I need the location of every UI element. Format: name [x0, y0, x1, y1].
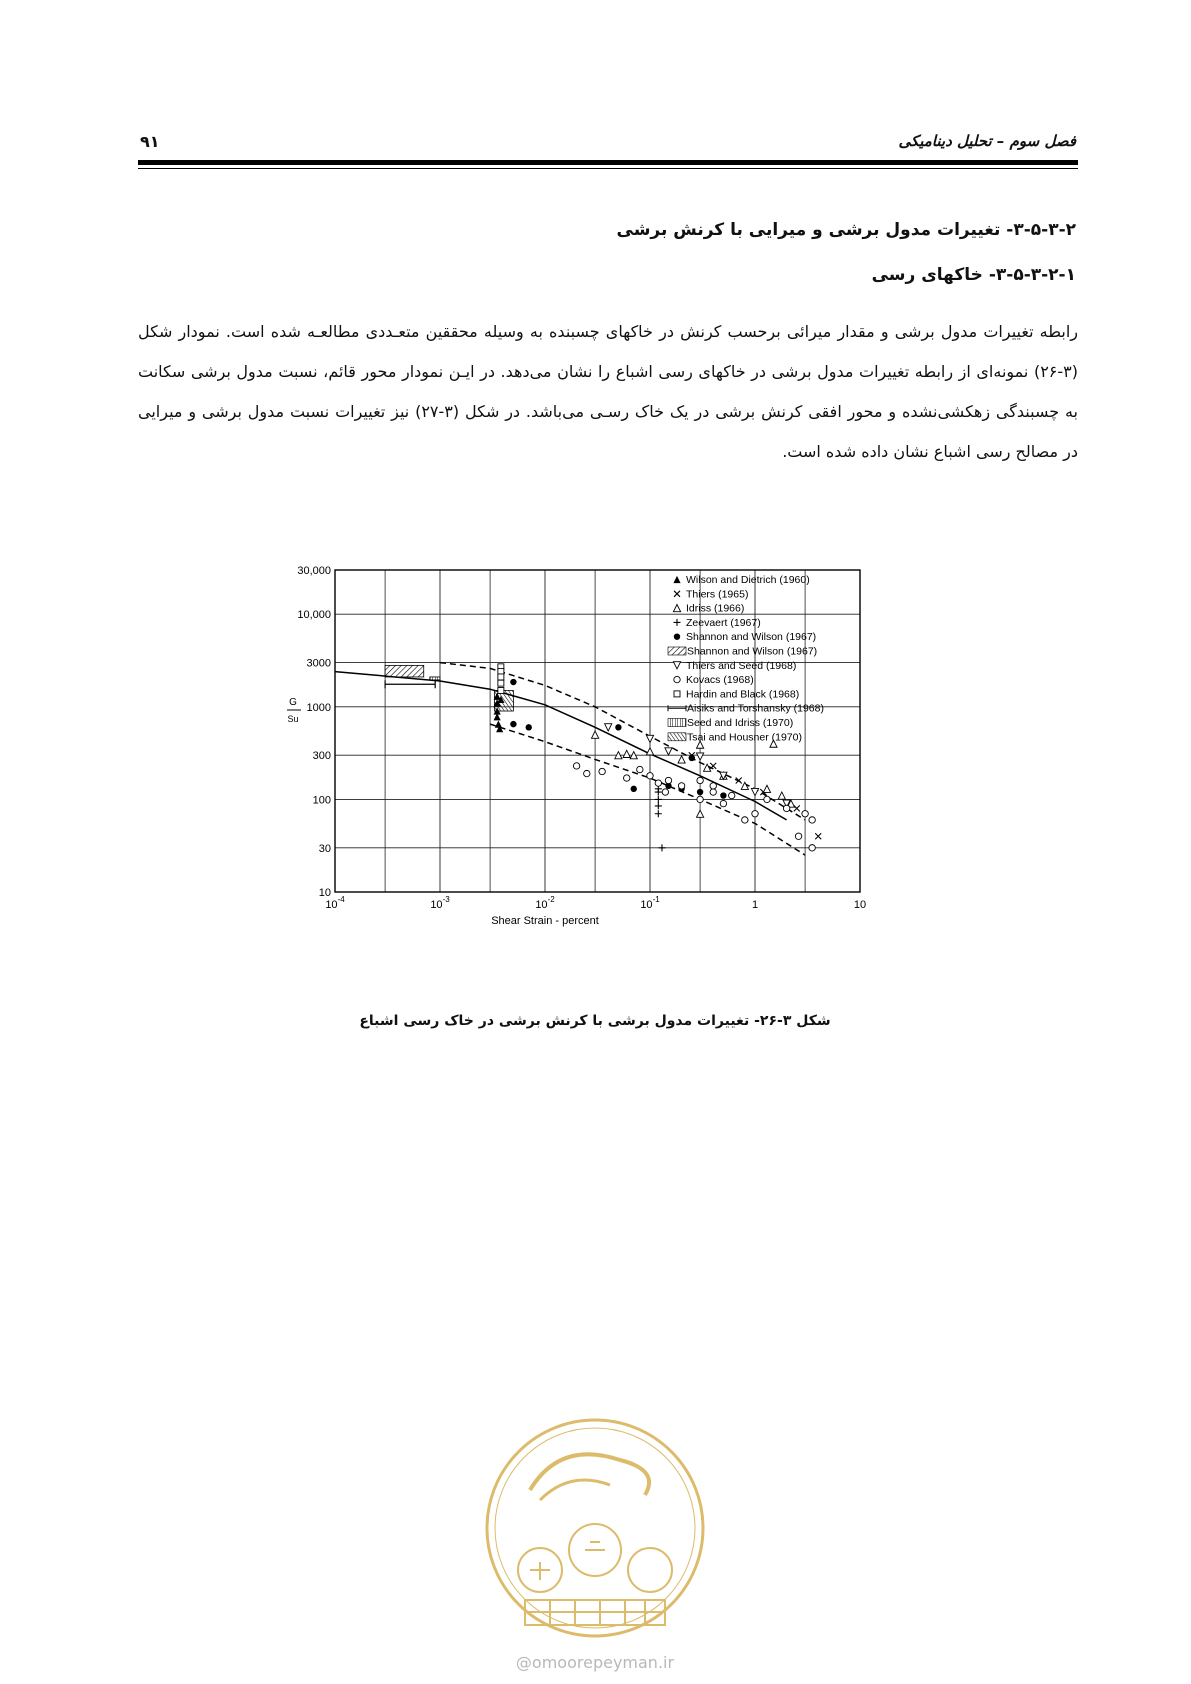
data-point-circle-open	[573, 763, 579, 769]
legend-label: Kovacs (1968)	[686, 674, 754, 687]
data-point-circle-open	[678, 783, 684, 789]
data-point-circle-filled	[510, 721, 516, 727]
data-point-circle-filled	[526, 724, 532, 730]
data-point-circle-open	[802, 811, 808, 817]
y-tick-label: 100	[312, 794, 331, 807]
legend-label: Hardin and Black (1968)	[686, 688, 800, 701]
header-rule-thin	[138, 168, 1078, 169]
data-point-square-open	[498, 680, 504, 686]
hatched-region	[385, 665, 424, 677]
data-point-circle-open	[710, 783, 716, 789]
data-point-circle-filled	[689, 755, 695, 761]
header-rule-thick	[138, 160, 1078, 165]
x-tick-label: $10^{-4}$	[325, 895, 345, 911]
data-point-circle-filled	[631, 786, 637, 792]
legend-marker-range-bar	[668, 705, 686, 711]
legend-marker-triangle-open	[673, 605, 680, 612]
data-point-triangle-open	[591, 731, 598, 738]
data-point-circle-open	[584, 770, 590, 776]
legend-label: Aisiks and Torshansky (1968)	[687, 702, 824, 715]
y-tick-label: 10,000	[297, 609, 331, 622]
data-point-triangle-open	[678, 756, 685, 763]
y-tick-label: 30,000	[297, 565, 331, 577]
data-point-triangle-down-open	[751, 788, 758, 795]
legend-label: Shannon and Wilson (1967)	[687, 645, 818, 658]
legend-marker-triangle-down-open	[673, 662, 680, 669]
data-point-circle-filled	[510, 679, 516, 685]
data-point-plus	[655, 796, 662, 803]
data-point-circle-filled	[615, 724, 621, 730]
data-point-circle-filled	[697, 789, 703, 795]
x-tick-label: 1	[751, 899, 759, 911]
data-point-circle-open	[665, 777, 671, 783]
data-point-circle-open	[624, 775, 630, 781]
x-tick-label: $10^{-2}$	[535, 895, 555, 911]
chapter-title: فصل سوم – تحلیل دینامیکی	[898, 132, 1076, 150]
data-point-circle-open	[752, 811, 758, 817]
chart-legend	[668, 574, 824, 743]
range-bar	[385, 680, 435, 688]
subsection-heading: ۳-۵-۳-۲-۱- خاکهای رسی	[871, 265, 1076, 285]
y-tick-label: 30	[318, 842, 331, 855]
data-point-circle-open	[710, 789, 716, 795]
legend-label: Thiers (1965)	[686, 588, 749, 601]
data-point-circle-open	[647, 773, 653, 779]
x-tick-label: 10	[853, 899, 867, 911]
y-tick-label: 300	[312, 750, 331, 763]
data-point-triangle-down-open	[696, 753, 703, 760]
legend-label: Zeevaert (1967)	[686, 616, 761, 629]
data-point-plus	[655, 802, 662, 809]
watermark	[470, 1400, 720, 1680]
legend-label: Thiers and Seed (1968)	[686, 659, 797, 672]
data-point-triangle-open	[623, 750, 630, 757]
data-point-plus	[655, 789, 662, 796]
legend-marker-hatch-diagonal	[668, 647, 686, 655]
data-point-circle-open	[742, 817, 748, 823]
data-point-circle-open	[697, 777, 703, 783]
data-point-triangle-open	[646, 748, 653, 755]
data-point-triangle-down-open	[605, 724, 612, 731]
x-tick-label: $10^{-1}$	[640, 895, 660, 911]
legend-marker-circle-filled	[674, 634, 680, 640]
legend-marker-square-open	[674, 691, 680, 697]
data-point-circle-open	[662, 789, 668, 795]
data-point-circle-open	[795, 833, 801, 839]
data-point-circle-filled	[720, 792, 726, 798]
legend-label: Idriss (1966)	[686, 602, 745, 615]
shear-modulus-chart	[285, 555, 945, 1005]
data-point-triangle-down-open	[665, 748, 672, 755]
data-point-circle-open	[809, 817, 815, 823]
data-point-circle-open	[729, 792, 735, 798]
data-point-triangle-down-open	[646, 735, 653, 742]
y-tick-label: 10	[318, 887, 331, 899]
data-point-plus	[655, 810, 662, 817]
x-axis-label: Shear Strain - percent	[491, 915, 599, 927]
y-tick-label: 1000	[306, 701, 331, 714]
legend-marker-hatch-vertical	[668, 719, 686, 727]
legend-marker-triangle-filled	[673, 576, 680, 583]
page-header	[140, 128, 1076, 154]
data-point-square-open	[498, 687, 504, 693]
data-point-circle-open	[655, 780, 661, 786]
data-point-circle-open	[764, 796, 770, 802]
data-point-triangle-open	[763, 785, 770, 792]
body-paragraph: رابطه تغییرات مدول برشی و مقدار میرائی برحسب کرنش در خاکهای چسبنده به وسیله محققین متعـددی مطالعـه شده است. نمودار شکل (۳-۲۶) نمونه‌ای از رابطه تغییرات مدول برشی در خاکهای رسی اشباع را نشان می‌دهد. در ایـن نمودار محور قائم، نسبت مدول برشی سکانت به چسبندگی زهکشی‌نشده و محور افقی کرنش برشی در یک خاک رسـی می‌باشد. در شکل (۳-۲۷) نیز تغییرات نسبت مدول برشی و میرایی در مصالح رسی اشباع نشان داده شده است.	[138, 322, 1078, 461]
data-point-circle-open	[720, 800, 726, 806]
y-axis-label-bottom: Su	[287, 714, 299, 724]
legend-label: Wilson and Dietrich (1960)	[686, 574, 810, 586]
data-point-circle-open	[783, 805, 789, 811]
legend-marker-x	[674, 591, 680, 597]
data-point-plus	[658, 844, 665, 851]
legend-marker-plus	[674, 619, 681, 626]
data-point-triangle-open	[778, 792, 785, 799]
y-tick-label: 3000	[306, 657, 331, 670]
section-heading: ۳-۵-۳-۲- تغییرات مدول برشی و میرایی با کرنش برشی	[616, 220, 1076, 240]
page-number: ۹۱	[140, 131, 160, 151]
legend-label: Tsai and Housner (1970)	[687, 731, 802, 744]
watermark-url: @omoorepeyman.ir	[515, 1653, 675, 1672]
legend-marker-hatch-dense	[668, 733, 686, 741]
figure-caption: شکل ۳-۲۶- تغییرات مدول برشی با کرنش برشی در خاک رسی اشباع	[359, 1013, 831, 1029]
legend-label: Shannon and Wilson (1967)	[686, 631, 817, 644]
x-tick-label: $10^{-3}$	[430, 895, 450, 911]
data-point-square-open	[498, 674, 504, 680]
data-point-x	[794, 805, 800, 811]
data-point-triangle-open	[696, 810, 703, 817]
legend-label: Seed and Idriss (1970)	[687, 717, 794, 729]
y-axis-label-top: G	[289, 697, 297, 708]
watermark-logo	[470, 1400, 720, 1680]
figure	[285, 555, 945, 1005]
data-point-circle-open	[599, 768, 605, 774]
data-point-circle-open	[637, 766, 643, 772]
data-point-triangle-filled	[495, 721, 502, 728]
data-point-circle-open	[809, 845, 815, 851]
legend-marker-circle-open	[674, 676, 680, 682]
data-point-circle-open	[697, 796, 703, 802]
data-point-x	[815, 833, 821, 839]
